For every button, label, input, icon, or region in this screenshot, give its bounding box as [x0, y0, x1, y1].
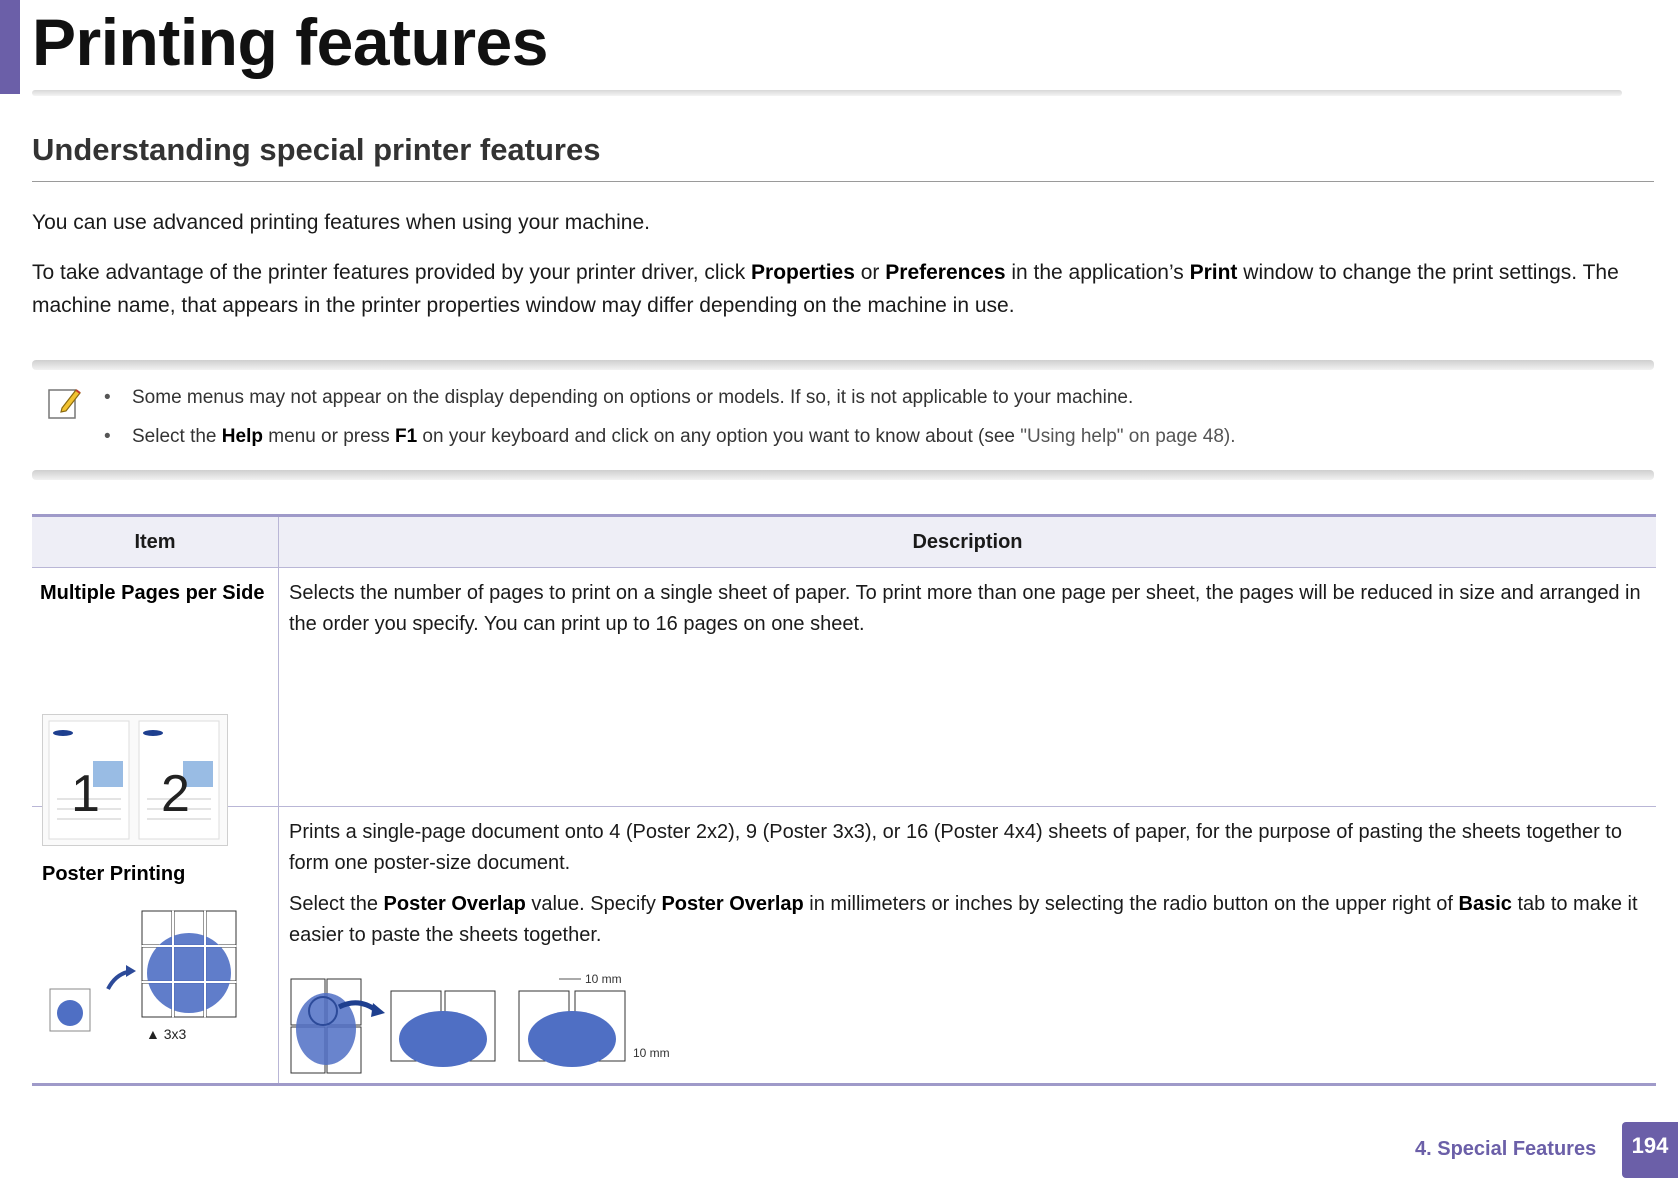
overlap-top-label: 10 mm: [585, 972, 622, 986]
title-rule: [32, 90, 1622, 96]
note-item: [104, 378, 1236, 417]
poster-overlap-term: Poster Overlap: [661, 893, 804, 915]
desc-text: value. Specify: [525, 893, 662, 915]
intro-text: or: [854, 261, 886, 284]
table-row: [32, 807, 1656, 1085]
print-term: Print: [1189, 261, 1238, 284]
page-number-1: 1: [71, 765, 100, 823]
description-cell: [279, 568, 1657, 807]
desc-text: in millimeters or inches by selecting the radio button on the upper right of: [803, 893, 1459, 915]
properties-term: Properties: [751, 261, 855, 284]
preferences-term: Preferences: [885, 261, 1006, 284]
accent-side-bar: [0, 0, 20, 94]
overlap-side-label: 10 mm: [633, 1046, 670, 1060]
header-description: Description: [279, 516, 1657, 568]
poster-overlap-term: Poster Overlap: [383, 893, 526, 915]
note-item-text: Select the: [132, 426, 222, 447]
poster-overlap-illustration: [289, 967, 670, 1077]
note-bottom-bar: [32, 470, 1654, 480]
header-item: Item: [32, 516, 279, 568]
desc-text: Select the: [289, 893, 384, 915]
poster-description-1: Prints a single-page document onto 4 (Poster 2x2), 9 (Poster 3x3), or 16 (Poster 4x4) sheets of paper, for the purpose of pasting the sheets together to form one poster-size document.: [289, 821, 1622, 874]
help-term: Help: [221, 426, 263, 447]
note-item-text: menu or press: [262, 426, 395, 447]
poster-3x3-illustration: [46, 907, 256, 1057]
note-item: [104, 417, 1236, 456]
poster-description-2: [289, 889, 1646, 951]
intro-text: in the application’s: [1005, 261, 1190, 284]
table-row: [32, 568, 1656, 807]
features-table: [32, 514, 1656, 1086]
bullet: •: [104, 387, 111, 408]
footer-chapter: 4. Special Features: [1415, 1138, 1597, 1160]
poster-caption: ▲ 3x3: [146, 1026, 187, 1042]
basic-term: Basic: [1458, 893, 1512, 915]
note-box: [32, 360, 1654, 480]
intro-paragraph-1: You can use advanced printing features when using your machine.: [32, 211, 650, 234]
item-cell: [32, 568, 279, 823]
page-number-badge: 194: [1622, 1122, 1678, 1178]
multiple-pages-description: Selects the number of pages to print on a single sheet of paper. To print more than one page per sheet, the pages will be reduced in size and arranged in the order you specify. You can print up to 16 pages on one sheet.: [289, 582, 1641, 635]
bullet: •: [104, 426, 111, 447]
desc-text: tab to make it easier to paste the sheets together.: [289, 893, 1638, 946]
note-top-bar: [32, 360, 1654, 370]
page-title: Printing features: [32, 5, 548, 79]
item-poster-printing: Poster Printing: [42, 863, 186, 885]
note-list: [104, 378, 1236, 456]
using-help-link[interactable]: "Using help" on page 48).: [1020, 426, 1236, 447]
note-pencil-icon: [46, 384, 84, 422]
item-cell: [32, 807, 279, 1085]
section-rule: [32, 181, 1654, 182]
note-item-text: Some menus may not appear on the display depending on options or models. If so, it is not applicable to your machine.: [132, 387, 1134, 408]
note-item-text: on your keyboard and click on any option you want to know about (see: [417, 426, 1021, 447]
intro-text: window to change the print settings. The machine name, that appears in the printer properties window may differ depending on the machine in use.: [32, 261, 1619, 317]
f1-term: F1: [394, 426, 418, 447]
intro-paragraph-2: [32, 256, 1652, 322]
description-cell: [279, 807, 1657, 1085]
intro-text: To take advantage of the printer features provided by your printer driver, click: [32, 261, 752, 284]
section-title: Understanding special printer features: [32, 132, 601, 167]
page-number-2: 2: [161, 765, 190, 823]
item-multiple-pages: Multiple Pages per Side: [40, 582, 265, 604]
table-header-row: [32, 516, 1656, 568]
